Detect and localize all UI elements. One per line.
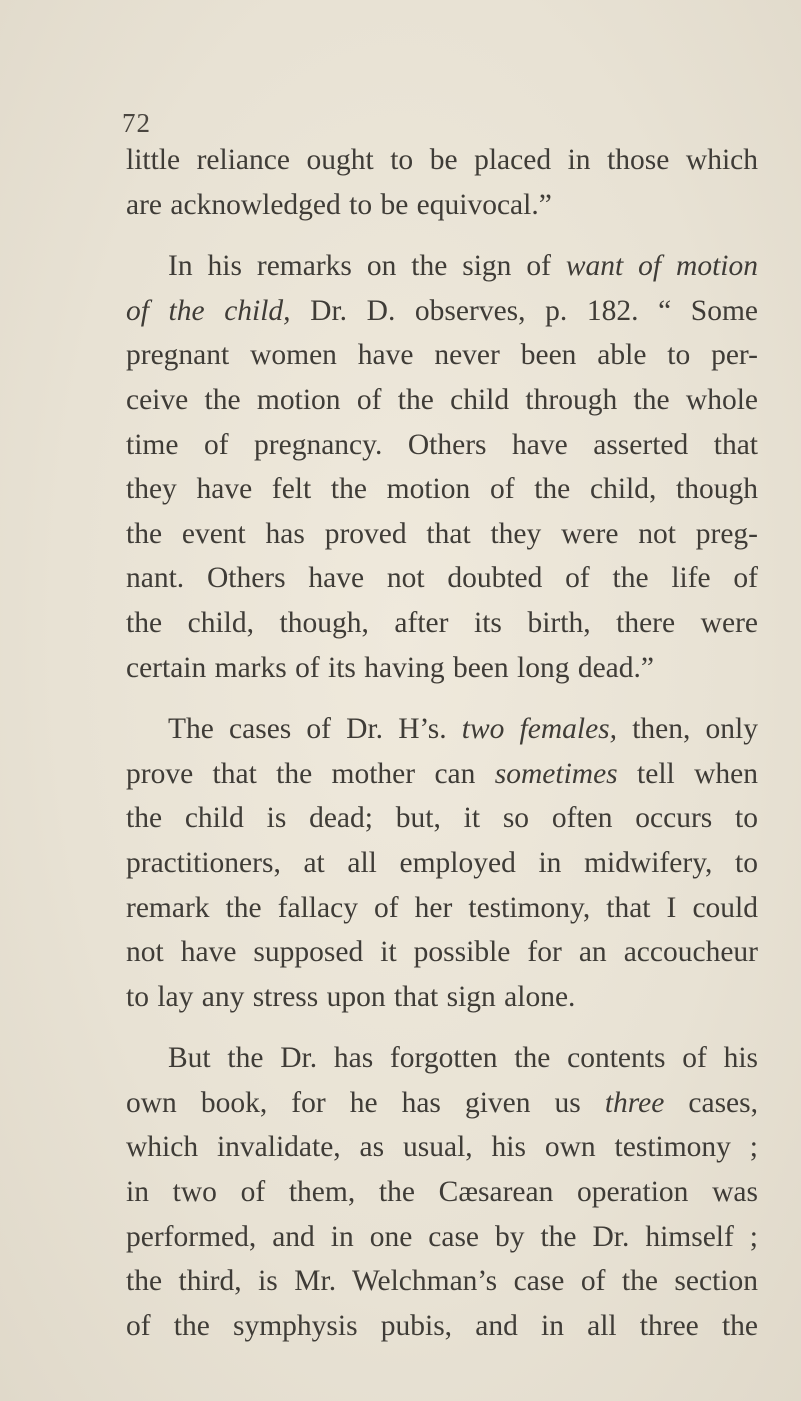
text-line: practitioners, at all employed in midwifery, to (126, 846, 758, 879)
text-line: The cases of Dr. H’s. two females, then, only (168, 713, 758, 746)
page-number: 72 (122, 108, 151, 138)
text-line: the third, is Mr. Welchman’s case of the section (126, 1265, 758, 1298)
text-line: the event has proved that they were not preg- (126, 517, 758, 550)
body-text (126, 138, 758, 1348)
text-line: are acknowledged to be equivocal.” (126, 188, 552, 221)
paragraph-3 (126, 707, 758, 1019)
text-line: In his remarks on the sign of want of motion (168, 250, 758, 283)
paragraph-4 (126, 1036, 758, 1348)
text-line: performed, and in one case by the Dr. himself ; (126, 1220, 758, 1253)
text-line: own book, for he has given us three cases, (126, 1086, 759, 1119)
text-line: to lay any stress upon that sign alone. (126, 980, 576, 1013)
text-line: the child is dead; but, it so often occurs to (126, 802, 758, 835)
text-line: they have felt the motion of the child, though (126, 473, 758, 506)
text-line: certain marks of its having been long dead.” (126, 651, 654, 684)
text-line: of the child, Dr. D. observes, p. 182. “ Some (126, 294, 758, 327)
text-line: little reliance ought to be placed in those which (126, 144, 758, 176)
text-line: which invalidate, as usual, his own testimony ; (126, 1131, 758, 1164)
paragraph-1 (126, 138, 758, 227)
text-line: remark the fallacy of her testimony, that I could (126, 891, 758, 924)
text-line: prove that the mother can sometimes tell when (126, 757, 758, 790)
text-line: nant. Others have not doubted of the life of (126, 562, 758, 595)
text-line: in two of them, the Cæsarean operation was (126, 1176, 758, 1209)
text-line: pregnant women have never been able to per- (126, 339, 758, 372)
text-line: of the symphysis pubis, and in all three the (126, 1309, 758, 1342)
text-line: But the Dr. has forgotten the contents of his (168, 1042, 758, 1075)
paragraph-2 (126, 244, 758, 690)
text-line: ceive the motion of the child through the whole (126, 383, 758, 416)
text-line: the child, though, after its birth, there were (126, 606, 758, 639)
text-line: time of pregnancy. Others have asserted that (126, 428, 758, 461)
text-line: not have supposed it possible for an accoucheur (126, 936, 758, 969)
